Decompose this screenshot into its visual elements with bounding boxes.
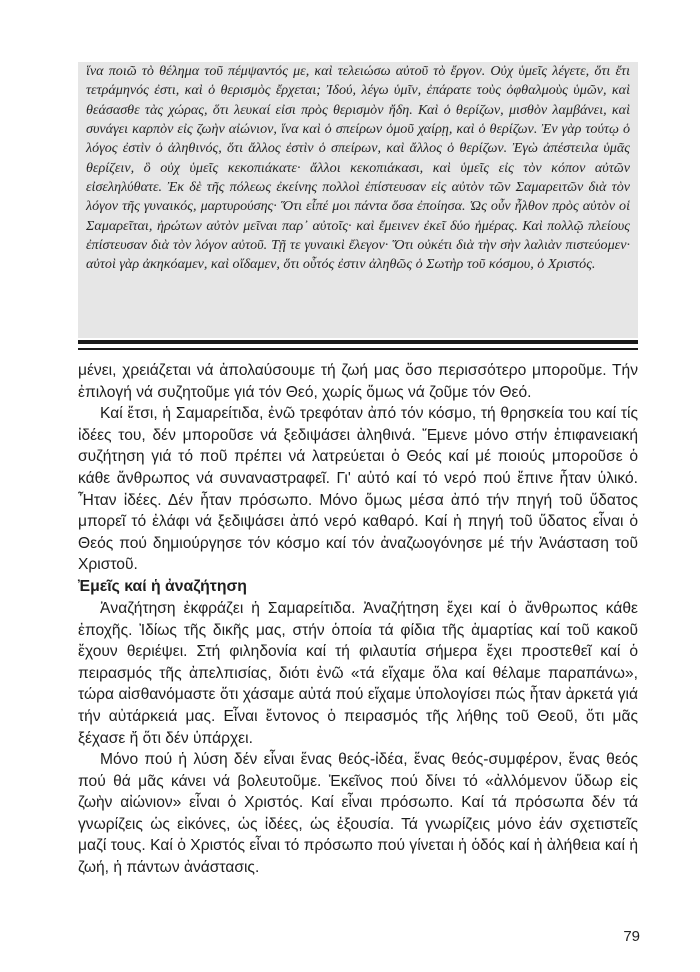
body-paragraph: Μόνο πού ἡ λύση δέν εἶναι ἕνας θεός-ἰδέα, ἕνας θεός-συμφέρον, ἕνας θεός πού θά μᾶς κάνει νά βολευτοῦμε. Ἐκεῖνος πού δίνει τό «ἀλλόμενον ὕδωρ εἰς ζωὴν αἰώνιον» εἶναι ὁ Χριστός. Καί εἶναι πρόσωπο. Καί τά πρόσωπα δέν τά γνωρίζεις ὡς εἰκόνες, ὡς ἰδέες, ὡς ἐξουσία. Τά γνωρίζεις μόνο ἐάν σχετιστεῖς μαζί τους. Καί ὁ Χριστός εἶναι τό πρόσωπο πού γίνεται ἡ ὁδός καί ἡ ἀλήθεια καί ἡ ζωή, ἡ πάντων ἀνάστασις. [78, 751, 638, 877]
main-body-text [78, 360, 638, 879]
body-paragraph-continued: μένει, χρειάζεται νά ἀπολαύσουμε τή ζωή μας ὅσο περισσότερο μποροῦμε. Τήν ἐπιλογή νά συζητοῦμε γιά τόν Θεό, χωρίς ὅμως νά ζοῦμε τόν Θεό. [78, 362, 638, 401]
body-paragraph: Ἀναζήτηση ἐκφράζει ἡ Σαμαρείτιδα. Ἀναζήτηση ἔχει καί ὁ ἄνθρωπος κάθε ἐποχῆς. Ἰδίως τῆς δικῆς μας, στήν ὁποία τά φίδια τῆς ἁμαρτίας καί τοῦ κακοῦ ἔχουν θεριέψει. Στή φιληδονία καί τή φιλαυτία σήμερα ἔχει προστεθεῖ καί ὁ πειρασμός τῆς ἀπελπισίας, διότι ἐνῶ «τά εἴχαμε ὅλα καί θέλαμε παραπάνω», τώρα αἰσθανόμαστε ὅτι χάσαμε αὐτά πού εἴχαμε ὑπολογίσει πώς ἦταν ἀρκετά γιά τήν αὐτάρκειά μας. Εἶναι ἔντονος ὁ πειρασμός τῆς λήθης τοῦ Θεοῦ, ὅτι μᾶς ξέχασε ἤ ὅτι δέν ὑπάρχει. [78, 599, 638, 747]
page-number: 79 [623, 928, 640, 945]
scripture-quote-text: ἵνα ποιῶ τὸ θέλημα τοῦ πέμψαντός με, καὶ τελειώσω αὐτοῦ τὸ ἔργον. Οὐχ ὑμεῖς λέγετε, ὅτι ἔτι τετράμηνός ἐστι, καὶ ὁ θερισμὸς ἔρχεται; Ἰδού, λέγω ὑμῖν, ἐπάρατε τοὺς ὀφθαλμοὺς ὑμῶν, καὶ θεάσασθε τὰς χώρας, ὅτι λευκαί εἰσι πρὸς θερισμὸν ἤδη. Καὶ ὁ θερίζων, μισθὸν λαμβάνει, καὶ συνάγει καρπὸν εἰς ζωὴν αἰώνιον, ἵνα καὶ ὁ σπείρων ὁμοῦ χαίρῃ, καὶ ὁ θερίζων. Ἐν γὰρ τούτῳ ὁ λόγος ἐστὶν ὁ ἀληθινός, ὅτι ἄλλος ἐστὶν ὁ σπείρων, καὶ ἄλλος ὁ θερίζων. Ἐγὼ ἀπέστειλα ὑμᾶς θερίζειν, ὃ οὐχ ὑμεῖς κεκοπιάκατε· ἄλλοι κεκοπιάκασι, καὶ ὑμεῖς εἰς τὸν κόπον αὐτῶν εἰσεληλύθατε. Ἐκ δὲ τῆς πόλεως ἐκείνης πολλοὶ ἐπίστευσαν εἰς αὐτὸν τῶν Σαμαρειτῶν διὰ τὸν λόγον τῆς γυναικός, μαρτυρούσης· Ὅτι εἶπέ μοι πάντα ὅσα ἐποίησα. Ὡς οὖν ἦλθον πρὸς αὐτὸν οἱ Σαμαρεῖται, ἠρώτων αὐτὸν μεῖναι παρ᾽ αὐτοῖς· καὶ ἔμεινεν ἐκεῖ δύο ἡμέρας. Καὶ πολλῷ πλείους ἐπίστευσαν διὰ τὸν λόγον αὐτοῦ. Τῇ τε γυναικὶ ἔλεγον· Ὅτι οὐκέτι διὰ τὴν σὴν λαλιὰν πιστεύομεν· αὐτοὶ γὰρ ἀκηκόαμεν, καὶ οἴδαμεν, ὅτι οὗτός ἐστιν ἀληθῶς ὁ Σωτὴρ τοῦ κόσμου, ὁ Χριστός. [86, 63, 630, 273]
section-divider-thick [78, 340, 638, 344]
section-heading: Ἐμεῖς καί ἡ ἀναζήτηση [78, 577, 247, 595]
section-divider-thin [78, 348, 638, 350]
scripture-quote-block [78, 62, 638, 338]
body-paragraph: Καί ἔτσι, ἡ Σαμαρείτιδα, ἐνῶ τρεφόταν ἀπό τόν κόσμο, τή θρησκεία του καί τίς ἰδέες του, δέν μποροῦσε νά ξεδιψάσει ἀληθινά. Ἔμενε μόνο στήν ἐπιφανειακή συζήτηση γιά τό ποῦ πρέπει νά λατρεύεται ὁ Θεός καί μέ ποιούς μποροῦσε ὁ κάθε ἄνθρωπος νά συναναστραφεῖ. Γι' αὐτό καί τό νερό πού ἔπινε ἦταν ὑλικό. Ἦταν ἰδέες. Δέν ἦταν πρόσωπο. Μόνο ὅμως μέσα ἀπό τήν πηγή τοῦ ὕδατος μπορεῖ τό ἐλάφι νά ξεδιψάσει ἀπό νερό καθαρό. Καί ἡ πηγή τοῦ ὕδατος εἶναι ὁ Θεός πού δημιούργησε τόν κόσμο καί τόν ἀναζωογόνησε μέ τήν Ἀνάσταση τοῦ Χριστοῦ. [78, 405, 638, 574]
